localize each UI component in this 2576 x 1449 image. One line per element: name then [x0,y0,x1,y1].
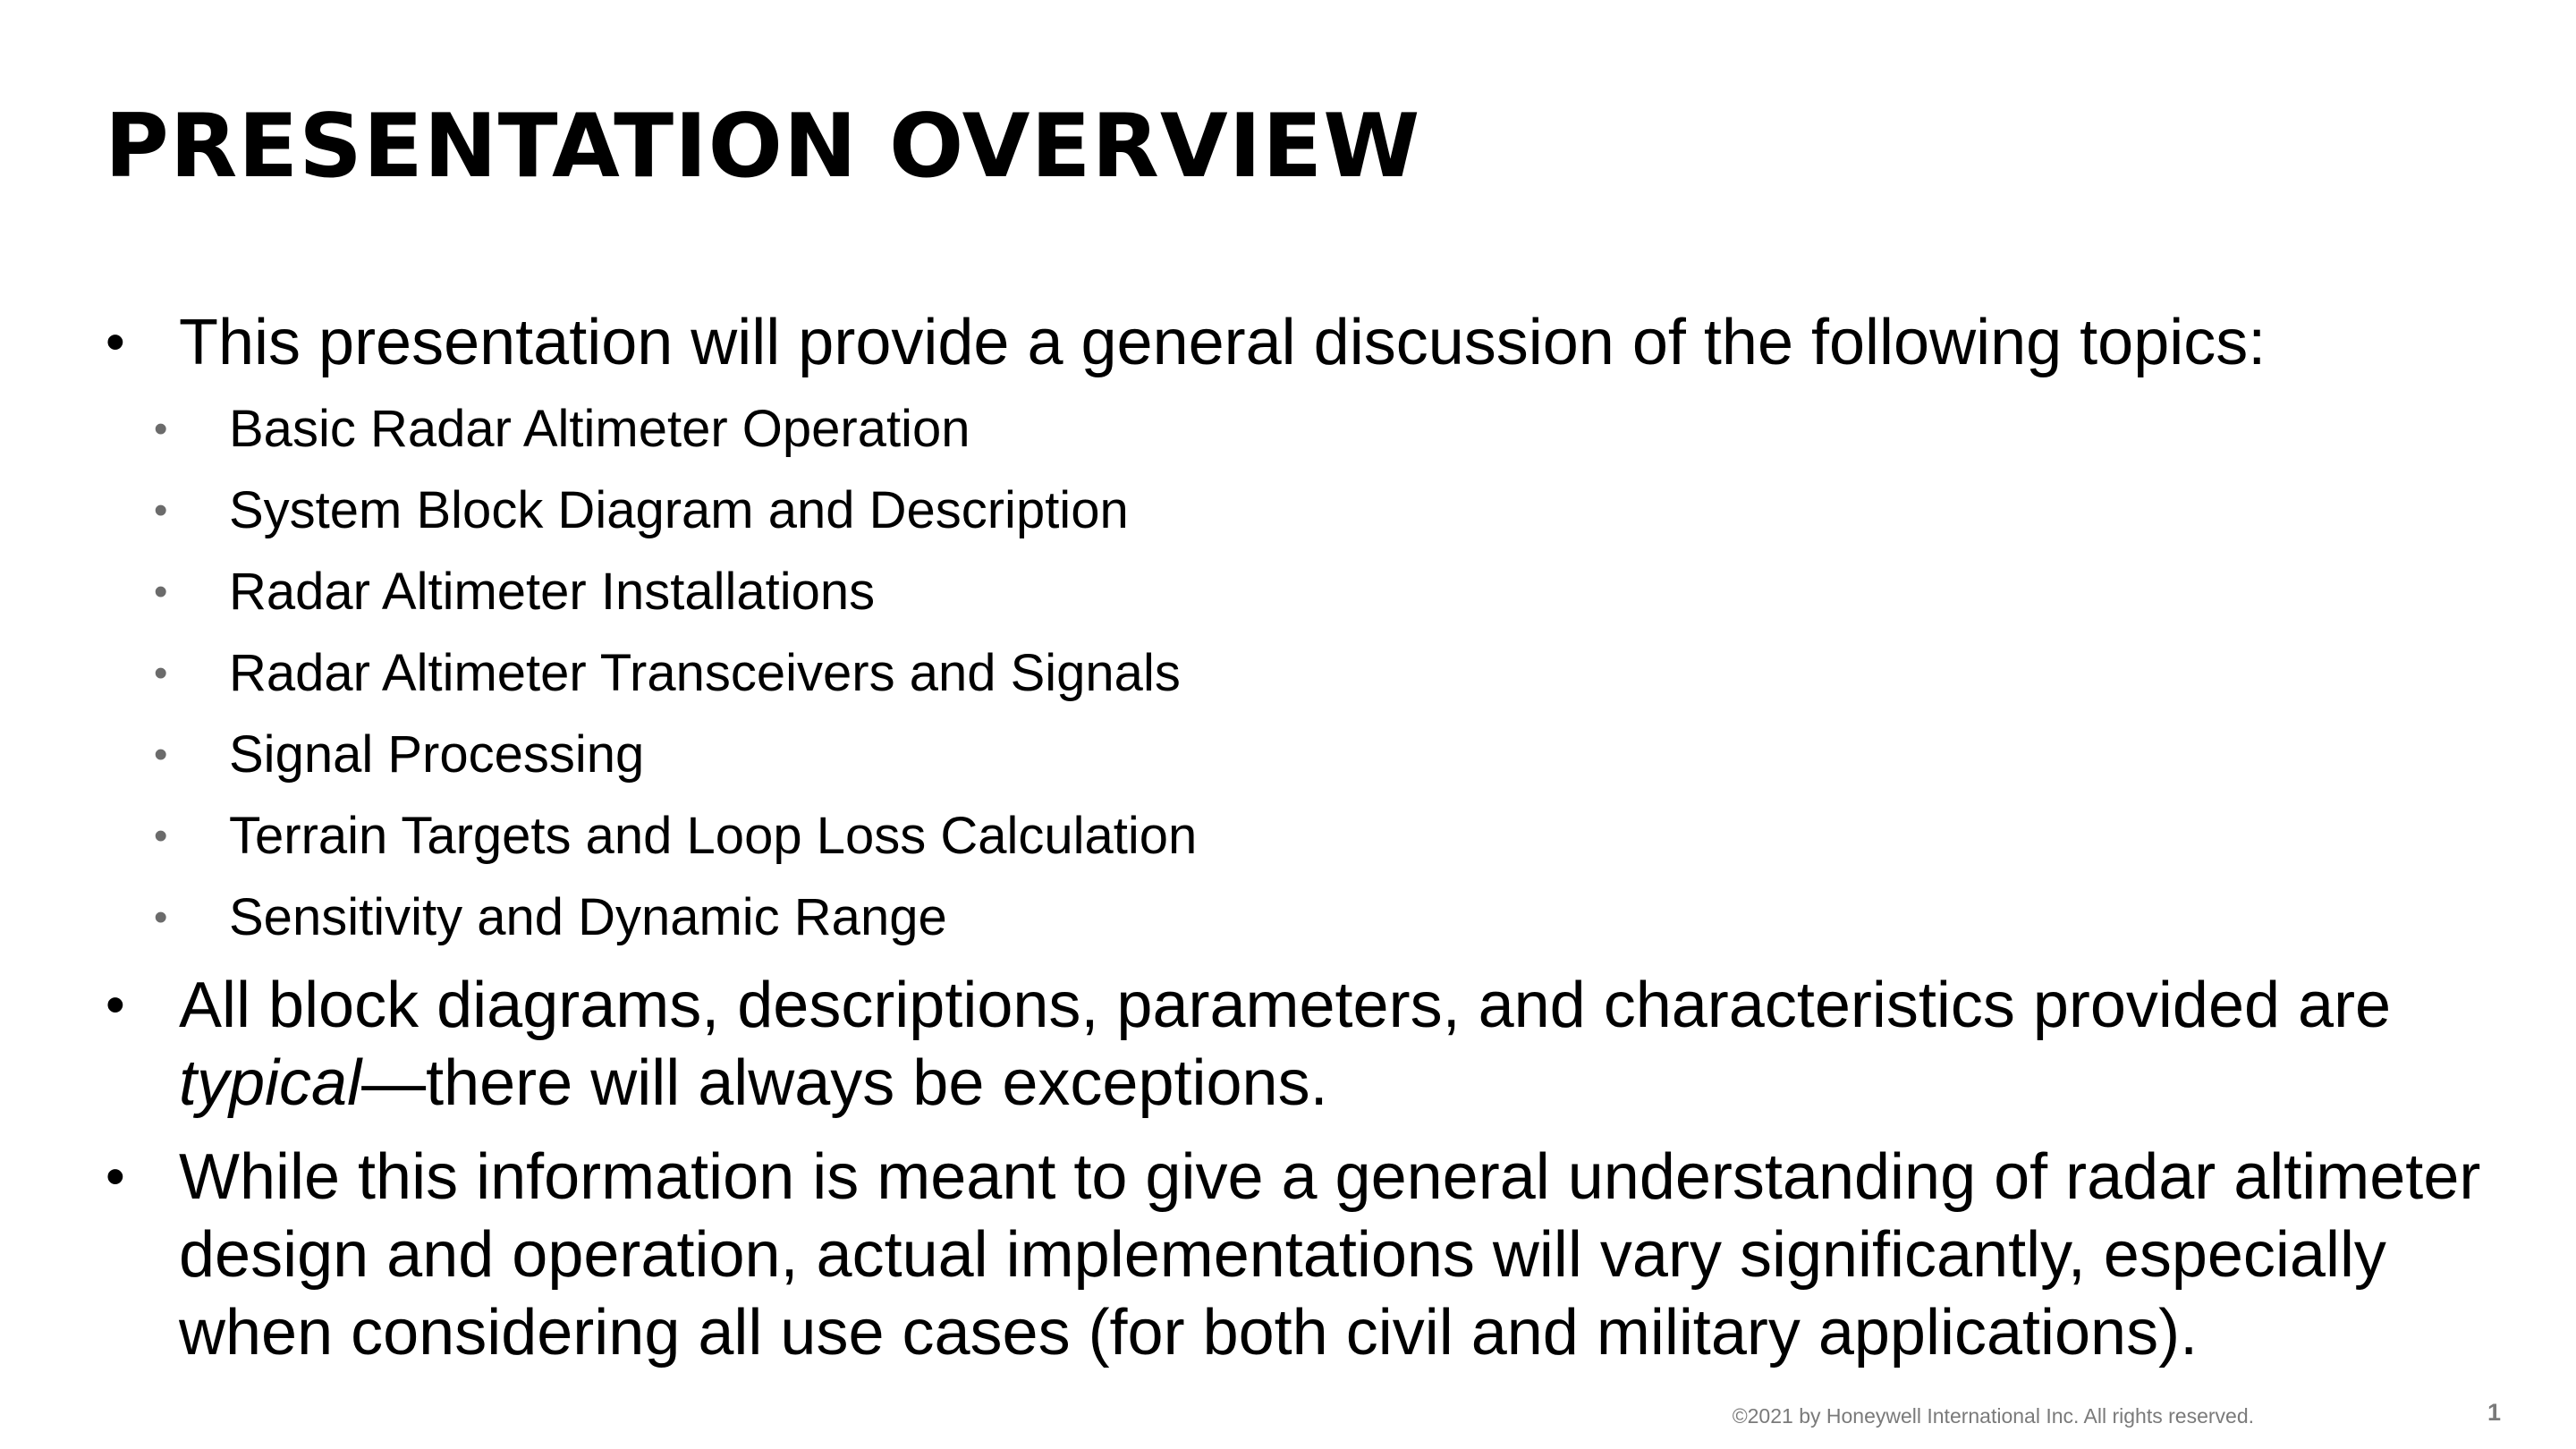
bullet-dot: • [106,974,125,1036]
sub-bullet-dot: • [154,488,168,532]
bullet-dot: • [106,1146,125,1208]
topic-text: System Block Diagram and Description [229,481,1129,539]
bullet-variation-line1: While this information is meant to give a general understanding of radar altimeter [179,1141,2481,1213]
bullet-disclaimer-line2 [179,1043,1328,1123]
sub-bullet-dot: • [154,651,168,695]
topic-text: Signal Processing [229,725,645,784]
bullet-variation-line2: design and operation, actual implementations will vary significantly, especially [179,1219,2386,1291]
slide-title: PRESENTATION OVERVIEW [105,96,1421,198]
sub-bullet-dot: • [154,407,168,451]
sub-bullet-dot: • [154,733,168,776]
copyright-notice: ©2021 by Honeywell International Inc. All rights reserved. [1732,1404,2254,1428]
emphasis-typical: typical [179,1047,362,1119]
bullet-variation-line3: when considering all use cases (for both civil and military applications). [179,1297,2199,1368]
topic-text: Radar Altimeter Installations [229,563,876,621]
sub-bullet-dot: • [154,814,168,858]
topic-text: Basic Radar Altimeter Operation [229,400,970,458]
bullet-intro-text: This presentation will provide a general discussion of the following topics: [179,307,2267,378]
page-number: 1 [2487,1399,2501,1426]
bullet-disclaimer-line2-rest: —there will always be exceptions. [361,1047,1328,1119]
topic-text: Terrain Targets and Loop Loss Calculation [229,807,1198,865]
sub-bullet-dot: • [154,570,168,614]
bullet-dot: • [106,311,125,373]
bullet-disclaimer-line1: All block diagrams, descriptions, parameters, and characteristics provided are [179,970,2392,1041]
sub-bullet-dot: • [154,895,168,939]
topic-text: Sensitivity and Dynamic Range [229,888,947,946]
topic-text: Radar Altimeter Transceivers and Signals [229,644,1181,702]
